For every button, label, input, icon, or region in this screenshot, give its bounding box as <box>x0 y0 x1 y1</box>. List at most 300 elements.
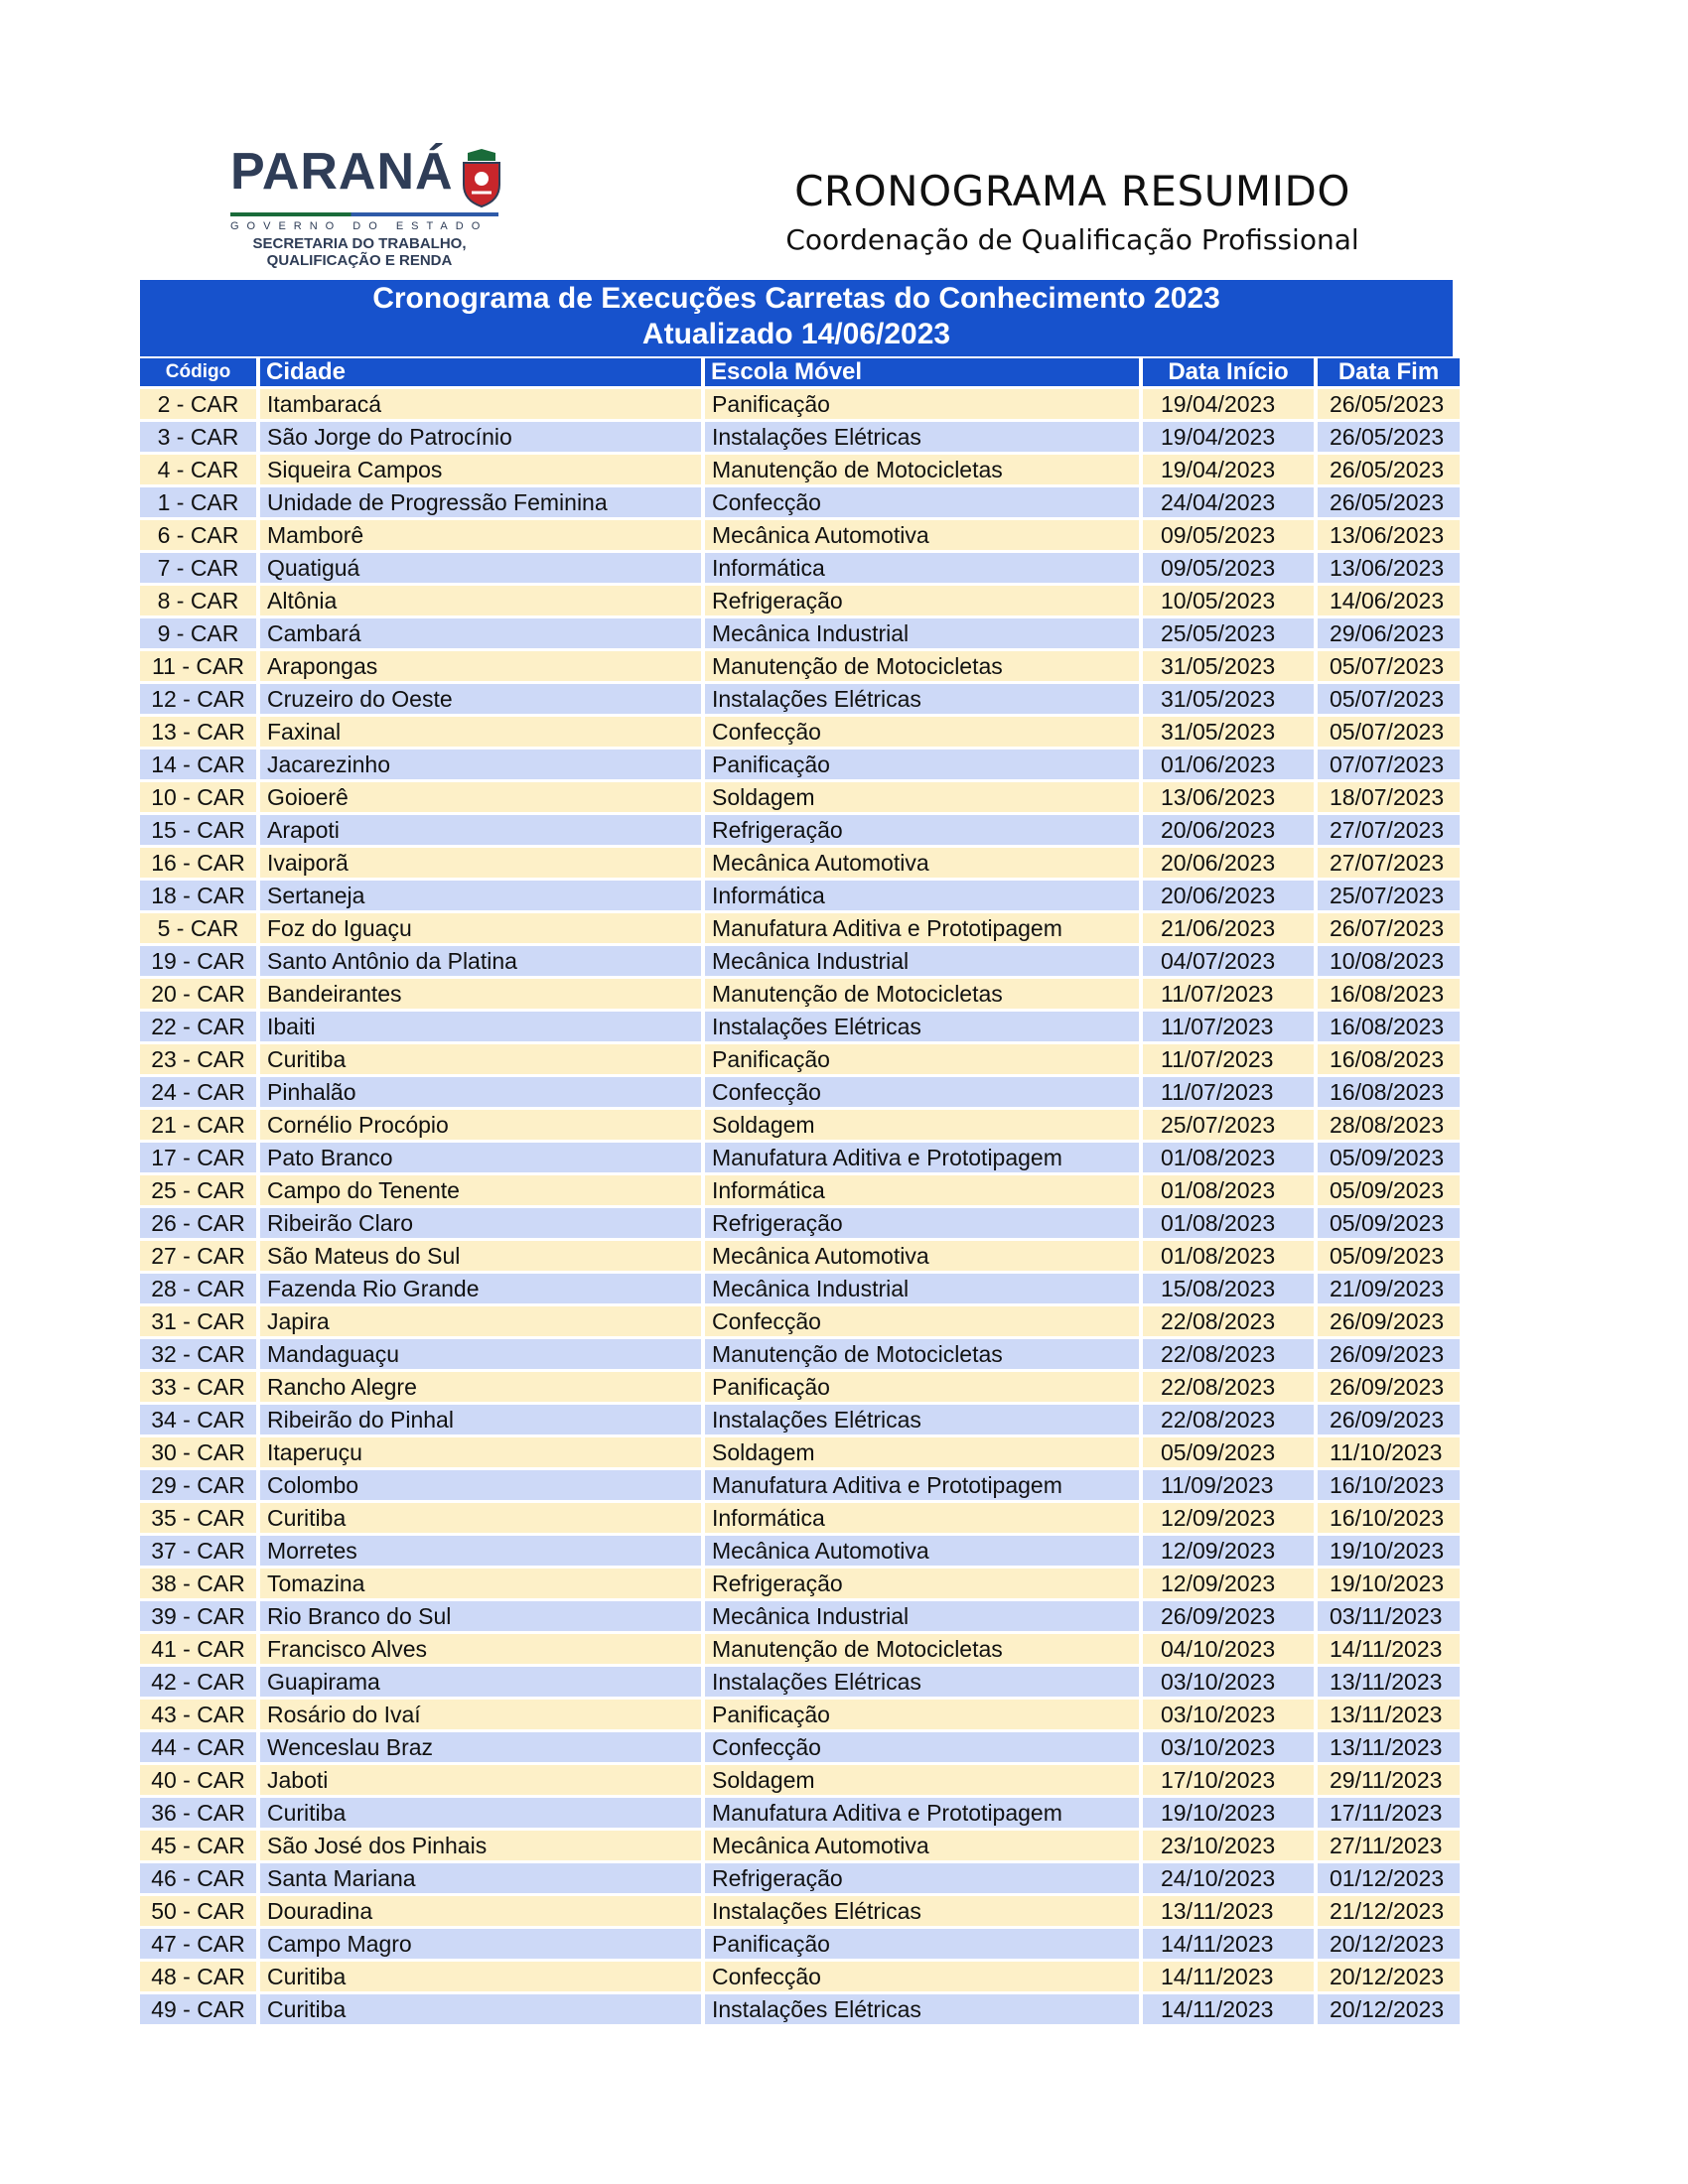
cell-data-inicio: 14/11/2023 <box>1143 1929 1314 1959</box>
table-row <box>140 979 1460 1009</box>
cell-codigo: 28 - CAR <box>140 1274 256 1303</box>
cell-cidade: Jacarezinho <box>260 750 701 779</box>
cell-codigo: 41 - CAR <box>140 1634 256 1664</box>
cell-data-inicio: 22/08/2023 <box>1143 1306 1314 1336</box>
cell-escola: Soldagem <box>705 1765 1139 1795</box>
cell-data-fim: 05/09/2023 <box>1318 1208 1460 1238</box>
cell-codigo: 6 - CAR <box>140 520 256 550</box>
cell-data-fim: 11/10/2023 <box>1318 1437 1460 1467</box>
table-row <box>140 1536 1460 1566</box>
cell-data-inicio: 19/04/2023 <box>1143 422 1314 452</box>
table-row <box>140 1274 1460 1303</box>
table-row <box>140 1110 1460 1140</box>
table-row <box>140 1143 1460 1172</box>
cell-data-inicio: 03/10/2023 <box>1143 1700 1314 1729</box>
cell-data-fim: 26/09/2023 <box>1318 1339 1460 1369</box>
cell-cidade: Morretes <box>260 1536 701 1566</box>
cell-codigo: 20 - CAR <box>140 979 256 1009</box>
cell-cidade: Ribeirão do Pinhal <box>260 1405 701 1434</box>
cell-cidade: Mamborê <box>260 520 701 550</box>
cell-data-inicio: 26/09/2023 <box>1143 1601 1314 1631</box>
cell-escola: Instalações Elétricas <box>705 1405 1139 1434</box>
table-row <box>140 520 1460 550</box>
cell-data-inicio: 11/07/2023 <box>1143 1012 1314 1041</box>
cell-codigo: 2 - CAR <box>140 389 256 419</box>
cell-cidade: Pato Branco <box>260 1143 701 1172</box>
table-row <box>140 1634 1460 1664</box>
cell-data-inicio: 01/08/2023 <box>1143 1208 1314 1238</box>
table-row <box>140 750 1460 779</box>
table-row <box>140 651 1460 681</box>
cell-escola: Instalações Elétricas <box>705 1994 1139 2024</box>
cell-cidade: São José dos Pinhais <box>260 1831 701 1860</box>
cell-escola: Confecção <box>705 487 1139 517</box>
cell-codigo: 16 - CAR <box>140 848 256 878</box>
cell-escola: Confecção <box>705 1306 1139 1336</box>
cell-data-fim: 29/11/2023 <box>1318 1765 1460 1795</box>
table-row <box>140 1798 1460 1828</box>
cell-escola: Manufatura Aditiva e Prototipagem <box>705 1798 1139 1828</box>
cell-codigo: 17 - CAR <box>140 1143 256 1172</box>
table-row <box>140 1929 1460 1959</box>
cell-data-inicio: 01/08/2023 <box>1143 1175 1314 1205</box>
page-subtitle: Coordenação de Qualificação Profissional <box>785 223 1359 256</box>
cell-cidade: Itaperuçu <box>260 1437 701 1467</box>
cell-data-fim: 14/11/2023 <box>1318 1634 1460 1664</box>
table-row <box>140 1470 1460 1500</box>
cell-data-fim: 29/06/2023 <box>1318 618 1460 648</box>
cell-data-fim: 26/05/2023 <box>1318 422 1460 452</box>
table-row <box>140 1831 1460 1860</box>
cell-escola: Confecção <box>705 717 1139 747</box>
table-row <box>140 1962 1460 1991</box>
cell-cidade: Mandaguaçu <box>260 1339 701 1369</box>
logo-secretaria-line2: QUALIFICAÇÃO E RENDA <box>266 252 453 269</box>
cell-data-inicio: 13/06/2023 <box>1143 782 1314 812</box>
table-row <box>140 1765 1460 1795</box>
cell-data-fim: 07/07/2023 <box>1318 750 1460 779</box>
cell-codigo: 30 - CAR <box>140 1437 256 1467</box>
cell-escola: Informática <box>705 881 1139 910</box>
cell-cidade: Rosário do Ivaí <box>260 1700 701 1729</box>
cell-codigo: 36 - CAR <box>140 1798 256 1828</box>
cell-escola: Manutenção de Motocicletas <box>705 1339 1139 1369</box>
cell-data-inicio: 12/09/2023 <box>1143 1569 1314 1598</box>
cell-escola: Manufatura Aditiva e Prototipagem <box>705 1470 1139 1500</box>
cell-data-fim: 03/11/2023 <box>1318 1601 1460 1631</box>
table-row <box>140 1175 1460 1205</box>
cell-escola: Manutenção de Motocicletas <box>705 651 1139 681</box>
cell-cidade: Tomazina <box>260 1569 701 1598</box>
cell-data-fim: 26/09/2023 <box>1318 1306 1460 1336</box>
cell-codigo: 32 - CAR <box>140 1339 256 1369</box>
table-row <box>140 946 1460 976</box>
schedule-table <box>136 355 1464 2027</box>
cell-escola: Refrigeração <box>705 1569 1139 1598</box>
table-row <box>140 455 1460 484</box>
cell-cidade: Itambaracá <box>260 389 701 419</box>
cell-codigo: 48 - CAR <box>140 1962 256 1991</box>
cell-codigo: 14 - CAR <box>140 750 256 779</box>
cell-data-fim: 16/08/2023 <box>1318 1077 1460 1107</box>
cell-data-fim: 05/09/2023 <box>1318 1143 1460 1172</box>
cell-escola: Informática <box>705 1175 1139 1205</box>
cell-codigo: 37 - CAR <box>140 1536 256 1566</box>
table-row <box>140 717 1460 747</box>
logo-secretaria-text <box>230 235 489 269</box>
table-header-row <box>140 358 1460 386</box>
cell-escola: Mecânica Automotiva <box>705 520 1139 550</box>
cell-cidade: Unidade de Progressão Feminina <box>260 487 701 517</box>
cell-codigo: 45 - CAR <box>140 1831 256 1860</box>
cell-cidade: Douradina <box>260 1896 701 1926</box>
cell-escola: Mecânica Automotiva <box>705 1831 1139 1860</box>
cell-codigo: 5 - CAR <box>140 913 256 943</box>
cell-escola: Soldagem <box>705 1110 1139 1140</box>
cell-codigo: 15 - CAR <box>140 815 256 845</box>
cell-escola: Panificação <box>705 1700 1139 1729</box>
page-title: CRONOGRAMA RESUMIDO <box>794 167 1350 215</box>
cell-data-inicio: 31/05/2023 <box>1143 717 1314 747</box>
cell-data-inicio: 19/10/2023 <box>1143 1798 1314 1828</box>
cell-data-inicio: 11/07/2023 <box>1143 1077 1314 1107</box>
logo-secretaria-line1: SECRETARIA DO TRABALHO, <box>252 235 467 252</box>
cell-data-inicio: 10/05/2023 <box>1143 586 1314 615</box>
cell-cidade: Sertaneja <box>260 881 701 910</box>
cell-escola: Mecânica Automotiva <box>705 1241 1139 1271</box>
cell-data-fim: 13/06/2023 <box>1318 553 1460 583</box>
cell-escola: Refrigeração <box>705 815 1139 845</box>
cell-data-inicio: 22/08/2023 <box>1143 1372 1314 1402</box>
table-row <box>140 1405 1460 1434</box>
cell-data-fim: 26/05/2023 <box>1318 455 1460 484</box>
cell-codigo: 26 - CAR <box>140 1208 256 1238</box>
cell-data-inicio: 31/05/2023 <box>1143 651 1314 681</box>
cell-codigo: 44 - CAR <box>140 1732 256 1762</box>
cell-data-inicio: 21/06/2023 <box>1143 913 1314 943</box>
cell-data-fim: 13/11/2023 <box>1318 1667 1460 1697</box>
table-row <box>140 1437 1460 1467</box>
cell-cidade: Curitiba <box>260 1994 701 2024</box>
cell-data-fim: 26/05/2023 <box>1318 487 1460 517</box>
cell-escola: Mecânica Automotiva <box>705 1536 1139 1566</box>
cell-data-fim: 20/12/2023 <box>1318 1994 1460 2024</box>
cell-data-fim: 05/07/2023 <box>1318 651 1460 681</box>
cell-data-inicio: 05/09/2023 <box>1143 1437 1314 1467</box>
cell-data-inicio: 25/05/2023 <box>1143 618 1314 648</box>
cell-data-fim: 05/09/2023 <box>1318 1241 1460 1271</box>
cell-data-inicio: 15/08/2023 <box>1143 1274 1314 1303</box>
table-row <box>140 1372 1460 1402</box>
cell-cidade: Curitiba <box>260 1798 701 1828</box>
cell-escola: Manutenção de Motocicletas <box>705 979 1139 1009</box>
cell-data-inicio: 23/10/2023 <box>1143 1831 1314 1860</box>
cell-escola: Instalações Elétricas <box>705 1012 1139 1041</box>
cell-data-inicio: 13/11/2023 <box>1143 1896 1314 1926</box>
cell-codigo: 8 - CAR <box>140 586 256 615</box>
cell-data-inicio: 09/05/2023 <box>1143 520 1314 550</box>
cell-data-inicio: 01/06/2023 <box>1143 750 1314 779</box>
cell-codigo: 11 - CAR <box>140 651 256 681</box>
cell-cidade: Campo do Tenente <box>260 1175 701 1205</box>
cell-data-fim: 21/12/2023 <box>1318 1896 1460 1926</box>
cell-codigo: 1 - CAR <box>140 487 256 517</box>
cell-escola: Mecânica Automotiva <box>705 848 1139 878</box>
cell-escola: Refrigeração <box>705 1208 1139 1238</box>
cell-codigo: 4 - CAR <box>140 455 256 484</box>
cell-data-fim: 25/07/2023 <box>1318 881 1460 910</box>
table-row <box>140 1994 1460 2024</box>
table-row <box>140 1732 1460 1762</box>
cell-codigo: 33 - CAR <box>140 1372 256 1402</box>
cell-data-fim: 27/07/2023 <box>1318 815 1460 845</box>
logo-gov-text: GOVERNO DO ESTADO <box>230 220 489 232</box>
column-header-cidade: Cidade <box>260 358 701 386</box>
cell-data-fim: 20/12/2023 <box>1318 1962 1460 1991</box>
table-row <box>140 815 1460 845</box>
table-row <box>140 1077 1460 1107</box>
table-row <box>140 848 1460 878</box>
cell-escola: Instalações Elétricas <box>705 1667 1139 1697</box>
cell-codigo: 24 - CAR <box>140 1077 256 1107</box>
table-row <box>140 553 1460 583</box>
cell-cidade: Colombo <box>260 1470 701 1500</box>
cell-escola: Mecânica Industrial <box>705 1274 1139 1303</box>
cell-escola: Manutenção de Motocicletas <box>705 455 1139 484</box>
cell-codigo: 42 - CAR <box>140 1667 256 1697</box>
table-row <box>140 881 1460 910</box>
cell-data-inicio: 24/10/2023 <box>1143 1863 1314 1893</box>
cell-data-fim: 16/10/2023 <box>1318 1503 1460 1533</box>
table-row <box>140 1012 1460 1041</box>
cell-data-fim: 26/09/2023 <box>1318 1405 1460 1434</box>
cell-codigo: 34 - CAR <box>140 1405 256 1434</box>
cell-data-fim: 16/10/2023 <box>1318 1470 1460 1500</box>
schedule-table-container <box>140 280 1453 2027</box>
cell-codigo: 39 - CAR <box>140 1601 256 1631</box>
cell-data-fim: 16/08/2023 <box>1318 979 1460 1009</box>
cell-codigo: 47 - CAR <box>140 1929 256 1959</box>
cell-codigo: 35 - CAR <box>140 1503 256 1533</box>
cell-cidade: Quatiguá <box>260 553 701 583</box>
cell-data-inicio: 20/06/2023 <box>1143 815 1314 845</box>
table-row <box>140 1044 1460 1074</box>
cell-codigo: 38 - CAR <box>140 1569 256 1598</box>
cell-codigo: 29 - CAR <box>140 1470 256 1500</box>
cell-codigo: 10 - CAR <box>140 782 256 812</box>
parana-logo <box>230 143 518 269</box>
cell-codigo: 27 - CAR <box>140 1241 256 1271</box>
cell-cidade: Rio Branco do Sul <box>260 1601 701 1631</box>
cell-data-inicio: 12/09/2023 <box>1143 1503 1314 1533</box>
table-title: Cronograma de Execuções Carretas do Conhecimento 2023 <box>372 282 1220 315</box>
cell-cidade: Guapirama <box>260 1667 701 1697</box>
cell-cidade: Pinhalão <box>260 1077 701 1107</box>
cell-codigo: 50 - CAR <box>140 1896 256 1926</box>
cell-data-inicio: 19/04/2023 <box>1143 455 1314 484</box>
cell-data-fim: 19/10/2023 <box>1318 1536 1460 1566</box>
table-row <box>140 1306 1460 1336</box>
cell-data-inicio: 04/10/2023 <box>1143 1634 1314 1664</box>
cell-cidade: Altônia <box>260 586 701 615</box>
cell-data-inicio: 14/11/2023 <box>1143 1962 1314 1991</box>
cell-escola: Instalações Elétricas <box>705 684 1139 714</box>
cell-escola: Panificação <box>705 1372 1139 1402</box>
cell-cidade: Curitiba <box>260 1962 701 1991</box>
cell-escola: Panificação <box>705 389 1139 419</box>
cell-cidade: Campo Magro <box>260 1929 701 1959</box>
cell-cidade: Siqueira Campos <box>260 455 701 484</box>
cell-codigo: 22 - CAR <box>140 1012 256 1041</box>
cell-data-fim: 21/09/2023 <box>1318 1274 1460 1303</box>
cell-escola: Instalações Elétricas <box>705 1896 1139 1926</box>
cell-data-fim: 14/06/2023 <box>1318 586 1460 615</box>
cell-data-inicio: 31/05/2023 <box>1143 684 1314 714</box>
cell-codigo: 19 - CAR <box>140 946 256 976</box>
cell-data-fim: 13/11/2023 <box>1318 1732 1460 1762</box>
cell-data-fim: 26/07/2023 <box>1318 913 1460 943</box>
table-row <box>140 487 1460 517</box>
table-updated-date: Atualizado 14/06/2023 <box>641 318 951 350</box>
cell-data-inicio: 22/08/2023 <box>1143 1405 1314 1434</box>
cell-codigo: 49 - CAR <box>140 1994 256 2024</box>
cell-escola: Soldagem <box>705 782 1139 812</box>
cell-escola: Instalações Elétricas <box>705 422 1139 452</box>
cell-data-inicio: 14/11/2023 <box>1143 1994 1314 2024</box>
cell-data-fim: 10/08/2023 <box>1318 946 1460 976</box>
cell-data-inicio: 11/07/2023 <box>1143 1044 1314 1074</box>
cell-codigo: 18 - CAR <box>140 881 256 910</box>
cell-escola: Confecção <box>705 1077 1139 1107</box>
cell-data-fim: 13/06/2023 <box>1318 520 1460 550</box>
cell-codigo: 40 - CAR <box>140 1765 256 1795</box>
cell-codigo: 43 - CAR <box>140 1700 256 1729</box>
cell-cidade: Arapoti <box>260 815 701 845</box>
column-header-codigo: Código <box>140 358 256 386</box>
cell-data-fim: 05/09/2023 <box>1318 1175 1460 1205</box>
cell-escola: Confecção <box>705 1732 1139 1762</box>
cell-escola: Refrigeração <box>705 1863 1139 1893</box>
document-title-block <box>784 167 1360 256</box>
table-banner <box>140 280 1453 356</box>
cell-cidade: Fazenda Rio Grande <box>260 1274 701 1303</box>
cell-cidade: Rancho Alegre <box>260 1372 701 1402</box>
cell-data-fim: 16/08/2023 <box>1318 1012 1460 1041</box>
cell-data-fim: 05/07/2023 <box>1318 717 1460 747</box>
cell-cidade: Cambará <box>260 618 701 648</box>
cell-escola: Confecção <box>705 1962 1139 1991</box>
table-row <box>140 1700 1460 1729</box>
cell-data-inicio: 17/10/2023 <box>1143 1765 1314 1795</box>
table-row <box>140 1208 1460 1238</box>
cell-escola: Mecânica Industrial <box>705 1601 1139 1631</box>
cell-cidade: Santa Mariana <box>260 1863 701 1893</box>
cell-escola: Informática <box>705 1503 1139 1533</box>
table-row <box>140 684 1460 714</box>
cell-escola: Manutenção de Motocicletas <box>705 1634 1139 1664</box>
cell-data-fim: 20/12/2023 <box>1318 1929 1460 1959</box>
cell-cidade: Wenceslau Braz <box>260 1732 701 1762</box>
cell-cidade: Ribeirão Claro <box>260 1208 701 1238</box>
cell-data-inicio: 01/08/2023 <box>1143 1241 1314 1271</box>
cell-data-fim: 13/11/2023 <box>1318 1700 1460 1729</box>
cell-escola: Informática <box>705 553 1139 583</box>
cell-cidade: Curitiba <box>260 1044 701 1074</box>
cell-escola: Panificação <box>705 750 1139 779</box>
cell-escola: Manufatura Aditiva e Prototipagem <box>705 913 1139 943</box>
table-row <box>140 1339 1460 1369</box>
cell-codigo: 21 - CAR <box>140 1110 256 1140</box>
cell-data-fim: 05/07/2023 <box>1318 684 1460 714</box>
cell-escola: Refrigeração <box>705 586 1139 615</box>
cell-codigo: 23 - CAR <box>140 1044 256 1074</box>
cell-data-fim: 19/10/2023 <box>1318 1569 1460 1598</box>
cell-escola: Mecânica Industrial <box>705 618 1139 648</box>
table-row <box>140 1863 1460 1893</box>
column-header-data-inicio: Data Início <box>1143 358 1314 386</box>
cell-codigo: 13 - CAR <box>140 717 256 747</box>
cell-cidade: Ibaiti <box>260 1012 701 1041</box>
cell-codigo: 12 - CAR <box>140 684 256 714</box>
column-header-data-fim: Data Fim <box>1318 358 1460 386</box>
parana-crest-icon <box>458 149 505 208</box>
cell-escola: Panificação <box>705 1044 1139 1074</box>
cell-cidade: Arapongas <box>260 651 701 681</box>
cell-codigo: 7 - CAR <box>140 553 256 583</box>
cell-data-inicio: 03/10/2023 <box>1143 1667 1314 1697</box>
cell-cidade: São Jorge do Patrocínio <box>260 422 701 452</box>
cell-codigo: 31 - CAR <box>140 1306 256 1336</box>
cell-data-fim: 16/08/2023 <box>1318 1044 1460 1074</box>
cell-cidade: Francisco Alves <box>260 1634 701 1664</box>
cell-data-fim: 26/09/2023 <box>1318 1372 1460 1402</box>
cell-data-fim: 17/11/2023 <box>1318 1798 1460 1828</box>
table-row <box>140 1896 1460 1926</box>
cell-data-inicio: 12/09/2023 <box>1143 1536 1314 1566</box>
cell-escola: Manufatura Aditiva e Prototipagem <box>705 1143 1139 1172</box>
cell-data-inicio: 20/06/2023 <box>1143 881 1314 910</box>
cell-cidade: Cornélio Procópio <box>260 1110 701 1140</box>
cell-cidade: Faxinal <box>260 717 701 747</box>
cell-cidade: Japira <box>260 1306 701 1336</box>
cell-data-fim: 01/12/2023 <box>1318 1863 1460 1893</box>
cell-data-inicio: 03/10/2023 <box>1143 1732 1314 1762</box>
cell-data-fim: 27/11/2023 <box>1318 1831 1460 1860</box>
cell-cidade: Curitiba <box>260 1503 701 1533</box>
cell-data-fim: 18/07/2023 <box>1318 782 1460 812</box>
cell-data-inicio: 19/04/2023 <box>1143 389 1314 419</box>
table-row <box>140 389 1460 419</box>
table-row <box>140 1569 1460 1598</box>
cell-cidade: Cruzeiro do Oeste <box>260 684 701 714</box>
cell-data-inicio: 24/04/2023 <box>1143 487 1314 517</box>
cell-cidade: Santo Antônio da Platina <box>260 946 701 976</box>
cell-data-fim: 27/07/2023 <box>1318 848 1460 878</box>
column-header-escola: Escola Móvel <box>705 358 1139 386</box>
table-row <box>140 1241 1460 1271</box>
logo-stripe <box>230 212 498 216</box>
cell-data-inicio: 09/05/2023 <box>1143 553 1314 583</box>
cell-data-inicio: 20/06/2023 <box>1143 848 1314 878</box>
cell-escola: Soldagem <box>705 1437 1139 1467</box>
table-row <box>140 913 1460 943</box>
cell-codigo: 25 - CAR <box>140 1175 256 1205</box>
cell-data-inicio: 04/07/2023 <box>1143 946 1314 976</box>
cell-data-inicio: 11/09/2023 <box>1143 1470 1314 1500</box>
cell-data-inicio: 01/08/2023 <box>1143 1143 1314 1172</box>
logo-wordmark: PARANÁ <box>230 143 454 201</box>
table-row <box>140 1601 1460 1631</box>
